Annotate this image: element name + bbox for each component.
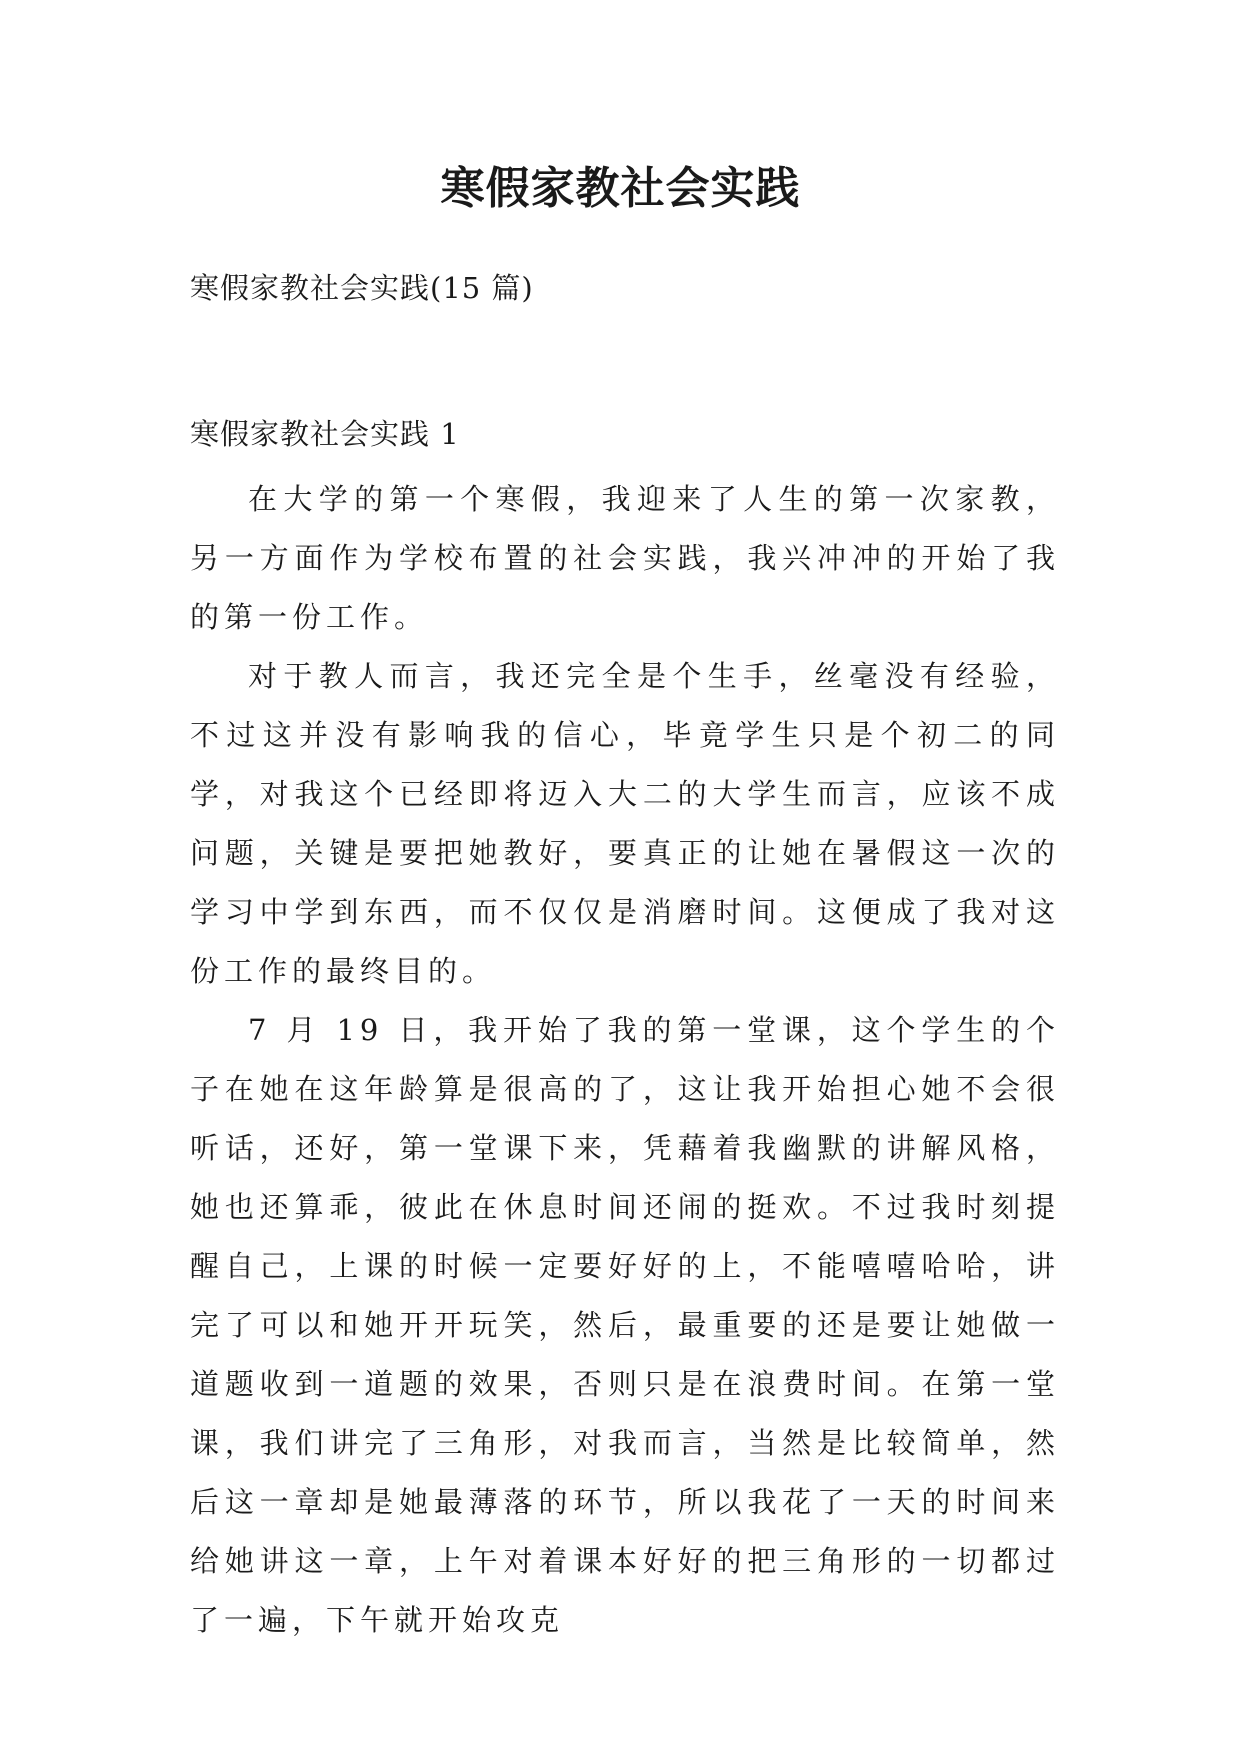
paragraph: 7 月 19 日，我开始了我的第一堂课，这个学生的个子在她在这年龄算是很高的了，这让我开始担心她不会很听话，还好，第一堂课下来，凭藉着我幽默的讲解风格，她也还算乖，彼此在休息时间还闹的挺欢。不过我时刻提醒自己，上课的时候一定要好好的上，不能嘻嘻哈哈，讲完了可以和她开开玩笑，然后，最重要的还是要让她做一道题收到一道题的效果，否则只是在浪费时间。在第一堂课，我们讲完了三角形，对我而言，当然是比较简单，然后这一章却是她最薄落的环节，所以我花了一天的时间来给她讲这一章，上午对着课本好好的把三角形的一切都过了一遍，下午就开始攻克 [190,1013,1060,1637]
paragraph: 对于教人而言，我还完全是个生手，丝毫没有经验，不过这并没有影响我的信心，毕竟学生只是个初二的同学，对我这个已经即将迈入大二的大学生而言，应该不成问题，关键是要把她教好，要真正的让她在暑假这一次的学习中学到东西，而不仅仅是消磨时间。这便成了我对这份工作的最终目的。 [190,659,1060,988]
document-title: 寒假家教社会实践 [440,163,801,214]
section-heading: 寒假家教社会实践 1 [190,417,460,451]
paragraph: 在大学的第一个寒假，我迎来了人生的第一次家教，另一方面作为学校布置的社会实践，我兴冲冲的开始了我的第一份工作。 [190,482,1060,634]
document-subtitle: 寒假家教社会实践(15 篇) [190,271,534,305]
body-text [190,470,1060,1650]
